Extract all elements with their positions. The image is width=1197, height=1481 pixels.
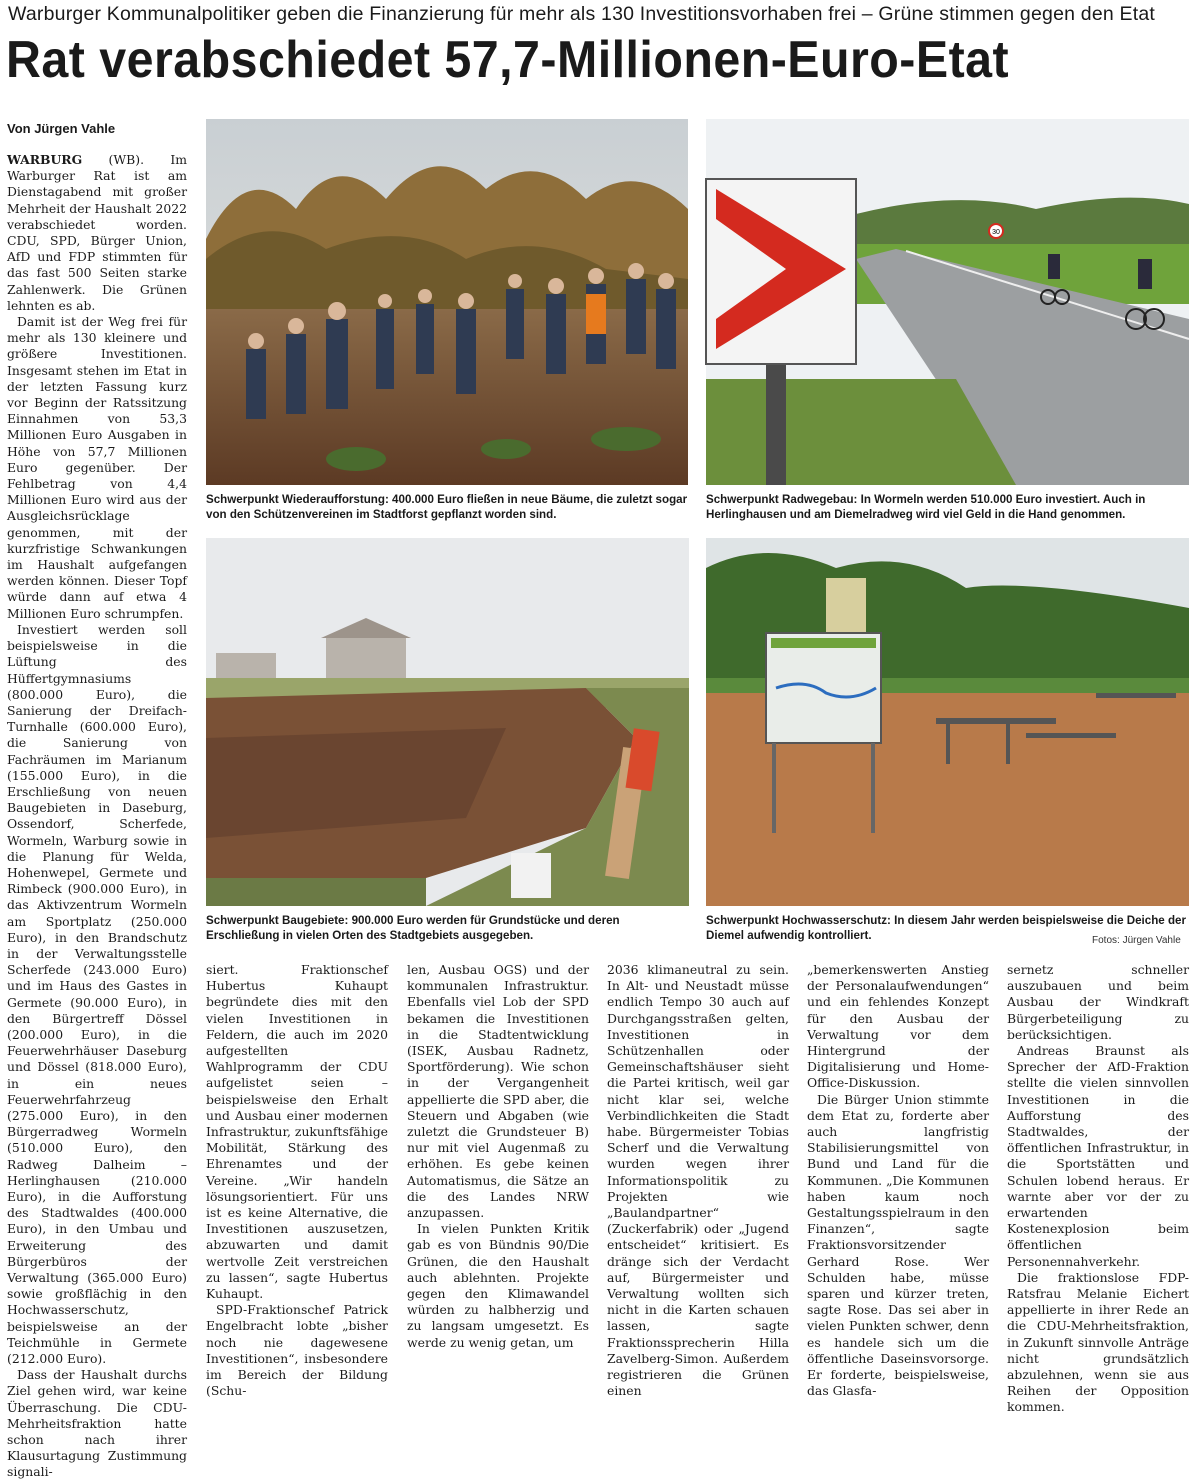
article-column-4 xyxy=(607,962,789,1399)
paragraph: SPD-Fraktionschef Patrick Engelbracht lobte „bisher noch nie dagewesene Investitionen“, insbesondere im Bereich der Bildung (Schu- xyxy=(206,1302,388,1399)
caption-reforestation: Schwerpunkt Wiederaufforstung: 400.000 Euro fließen in neue Bäume, die zuletzt sogar von den Schützenvereinen im Stadtforst gepflanzt worden sind. xyxy=(206,493,688,521)
paragraph: Die fraktionslose FDP-Ratsfrau Melanie Eichert appellierte in ihrer Rede an die CDU-Mehrheitsfraktion, in Zukunft sinnvolle Anträge nicht grundsätzlich abzulehnen, wenn sie aus Reihen der Opposition kommen. xyxy=(1007,1269,1189,1415)
paragraph: Damit ist der Weg frei für mehr als 130 kleinere und größere Investitionen. Insgesamt stehen im Etat in der letzten Fassung kurz vor Beginn der Ratssitzung Einnahmen von 53,3 Millionen Euro Ausgaben in Höhe von 57,7 Millionen Euro gegenüber. Der Fehlbetrag von 4,4 Millionen Euro wird aus der Ausgleichsrücklage genommen, mit der kurzfristige Schwankungen im Haushalt aufgefangen werden können. Dieser Topf würde dann auf etwa 4 Millionen Euro schrumpfen. xyxy=(7,314,187,621)
caption-bike-path: Schwerpunkt Radwegebau: In Wormeln werden 510.000 Euro investiert. Auch in Herlinghausen und am Diemelradweg wird viel Geld in die Hand genommen. xyxy=(706,493,1146,521)
paragraph: len, Ausbau OGS) und der kommunalen Infrastruktur. Ebenfalls viel Lob der SPD bekamen die Investitionen in die Stadtentwicklung (ISEK, Ausbau Radnetz, Sportförderung). Wie schon in der Vergangenheit appellierte die SPD aber, die Steuern und Abgaben (wie zuletzt die Grundsteuer B) nur mit viel Augenmaß zu erhöhen. Es gebe keinen Automatismus, die Sätze an die des Landes NRW anzupassen. xyxy=(407,962,589,1221)
article-byline: Von Jürgen Vahle xyxy=(7,121,116,136)
article-kicker: Warburger Kommunalpolitiker geben die Finanzierung für mehr als 130 Investitionsvorhaben frei – Grüne stimmen gegen den Etat xyxy=(8,3,1156,25)
article-headline: Rat verabschiedet 57,7-Millionen-Euro-Etat xyxy=(6,31,1010,89)
article-column-6 xyxy=(1007,962,1189,1415)
article-column-2 xyxy=(206,962,388,1399)
article-column-3 xyxy=(407,962,589,1350)
photo-flood-protection xyxy=(706,538,1189,906)
speed-sign-text: 30 xyxy=(992,229,1000,236)
paragraph: Dass der Haushalt durchs Ziel gehen wird, war keine Überraschung. Die CDU-Mehrheitsfraktion hatte schon nach ihrer Klausurtagung Zustimmung signali- xyxy=(7,1367,187,1480)
caption-flood-protection: Schwerpunkt Hochwasserschutz: In diesem Jahr werden beispielsweise die Deiche der Diemel aufwendig kontrolliert. xyxy=(706,914,1187,942)
paragraph xyxy=(7,152,187,314)
paragraph: Investiert werden soll beispielsweise in die Lüftung des Hüffertgymnasiums (800.000 Euro), die Sanierung der Dreifach-Turnhalle (600.000 Euro), die Sanierung von Fachräumen im Marianum (155.000 Euro), in die Erschließung von neuen Baugebieten in Daseburg, Ossendorf, Scherfede, Wormeln, Warburg sowie in die Planung für Welda, Hohenwepel, Germete und Rimbeck (900.000 Euro), in das Aktivzentrum Wormeln am Sportplatz (250.000 Euro), in den Brandschutz in der Verwaltungsstelle Scherfede (243.000 Euro) und im Haus des Gastes in Germete (90.000 Euro), in den Bürgertreff Dössel (200.000 Euro), in die Feuerwehrhäuser Daseburg und Dössel (818.000 Euro), in ein neues Feuerwehrfahrzeug (275.000 Euro), in den Bürgerradweg Wormeln (510.000 Euro), den Radweg Dalheim – Herlinghausen (210.000 Euro), in die Aufforstung des Stadtwaldes (400.000 Euro), in den Umbau und Erweiterung des Bürgerbüros der Verwaltung (365.000 Euro) sowie großflächig in den Hochwasserschutz, beispielsweise an der Teichmühle in Germete (212.000 Euro). xyxy=(7,621,187,1367)
paragraph: sernetz schneller auszubauen und beim Ausbau der Windkraft Bürgerbeteiligung zu berücksichtigen. xyxy=(1007,962,1189,1042)
paragraph: Die Bürger Union stimmte dem Etat zu, forderte aber auch langfristig Stabilisierungsmittel von Bund und Land für die Kommunen. „Die Kommunen haben kaum noch Gestaltungsspielraum in den Finanzen“, sagte Fraktionsvorsitzender Gerhard Rose. Wer Schulden habe, müsse sparen und kürzer treten, sagte Rose. Das sei aber in vielen Punkten schwer, denn es handele sich um die öffentliche Daseinsvorsorge. Er forderte, beispielsweise, das Glasfa- xyxy=(807,1091,989,1399)
photo-bike-path xyxy=(706,119,1189,485)
paragraph: siert. Fraktionschef Hubertus Kuhaupt begründete dies mit den vielen Investitionen in Feldern, die auch im 2020 aufgestellten Wahlprogramm der CDU aufgelistet seien – beispielsweise den Erhalt und Ausbau einer modernen Infrastruktur, zukunftsfähige Mobilität, Stärkung des Ehrenamtes und der Vereine. „Wir handeln lösungsorientiert. Für uns ist es keine Alternative, die Investitionen auszusetzen, abzuwarten und damit wertvolle Zeit verstreichen zu lassen“, sagte Hubertus Kuhaupt. xyxy=(206,962,388,1302)
article-column-1 xyxy=(7,152,187,1480)
paragraph-text: (WB). Im Warburger Rat ist am Dienstagabend mit großer Mehrheit der Haushalt 2022 verabschiedet worden. CDU, SPD, Bürger Union, AfD und FDP stimmten für das fast 500 Seiten starke Zahlenwerk. Die Grünen lehnten es ab. xyxy=(7,152,187,313)
photo-reforestation xyxy=(206,119,688,485)
paragraph: 2036 klimaneutral zu sein. In Alt- und Neustadt müsse endlich Tempo 30 auch auf Durchgangsstraßen gelten, Investitionen in Schützenhallen oder Gemeinschaftshäuser sieht die Partei kritisch, weil gar nicht klar sei, welche Verbindlichkeiten die Stadt habe. Bürgermeister Tobias Scherf und die Verwaltung wurden wegen ihrer Informationspolitik zu Projekten wie „Baulandpartner“ (Zuckerfabrik) oder „Jugend entscheidet“ kritisiert. Es dränge sich der Verdacht auf, Bürgermeister und Verwaltung wollten sich nicht in die Karten schauen lassen, sagte Fraktionssprecherin Hilla Zavelberg-Simon. Außerdem registrieren die Grünen einen xyxy=(607,962,789,1399)
dateline: WARBURG xyxy=(7,152,83,167)
paragraph: „bemerkenswerten Anstieg der Personalaufwendungen“ und ein fehlendes Konzept für den Ausbau der Verwaltung vor dem Hintergrund der Digitalisierung und Home-Office-Diskussion. xyxy=(807,962,989,1091)
article-column-5 xyxy=(807,962,989,1399)
caption-building-land: Schwerpunkt Baugebiete: 900.000 Euro werden für Grundstücke und deren Erschließung in vielen Orten des Stadtgebiets ausgegeben. xyxy=(206,914,620,942)
paragraph: Andreas Braunst als Sprecher der AfD-Fraktion stellte die vielen sinnvollen Investitionen in die Aufforstung des Stadtwaldes, der öffentlichen Infrastruktur, in die Sportstätten und Schulen lobend heraus. Er warnte aber vor der zu erwartenden Kostenexplosion beim öffentlichen Personennahverkehr. xyxy=(1007,1043,1189,1269)
photo-building-land xyxy=(206,538,689,906)
paragraph: In vielen Punkten Kritik gab es von Bündnis 90/Die Grünen, die den Haushalt auch ablehnten. Projekte gegen den Klimawandel würden zu halbherzig und zu langsam umgesetzt. Es werde zu wenig getan, um xyxy=(407,1221,589,1350)
photo-credit: Fotos: Jürgen Vahle xyxy=(1092,935,1181,946)
